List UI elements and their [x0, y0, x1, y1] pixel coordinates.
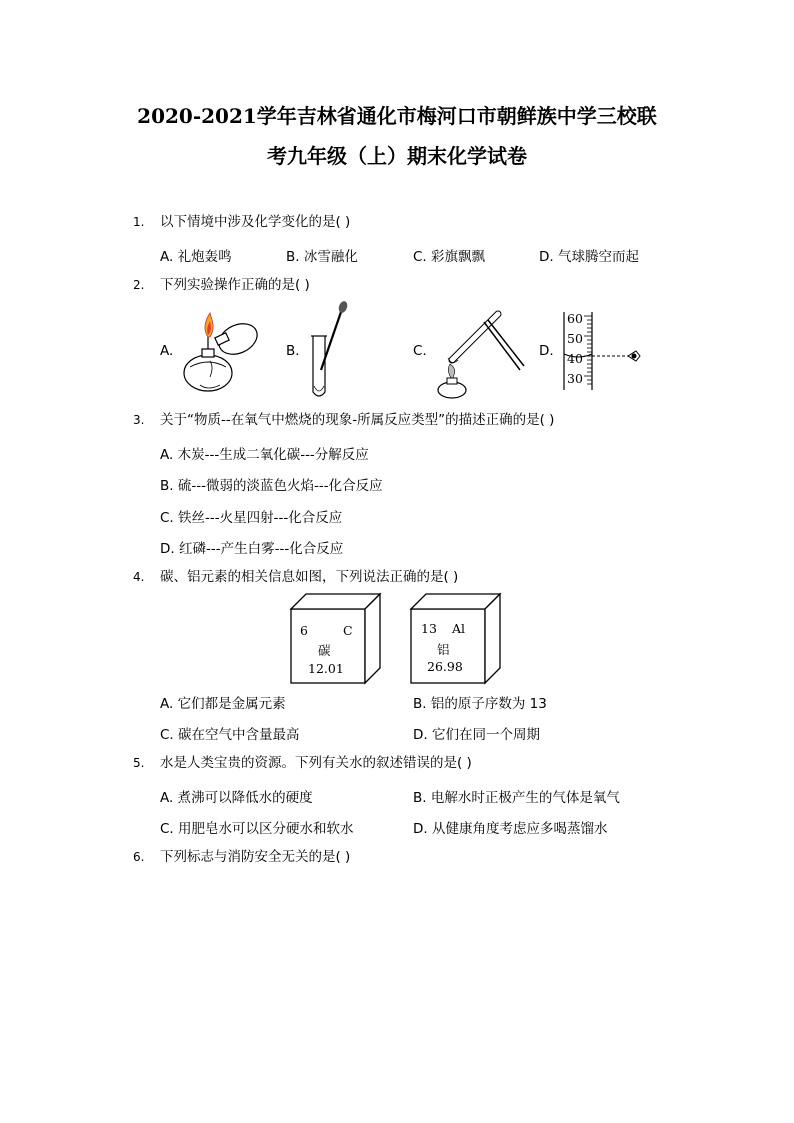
- q2-option-b-label: B.: [286, 343, 300, 359]
- dropper-test-tube-icon: [305, 300, 350, 402]
- alcohol-lamp-lighting-icon: [180, 305, 270, 397]
- question-6-stem: 下列标志与消防安全无关的是( ): [160, 849, 351, 865]
- q3-option-c: C. 铁丝---火星四射---化合反应: [160, 510, 343, 526]
- q5-option-b: B. 电解水时正极产生的气体是氧气: [413, 790, 620, 806]
- q1-option-b: B. 冰雪融化: [286, 249, 358, 265]
- cylinder-tick-40: 40: [567, 351, 583, 366]
- q3-option-a: A. 木炭---生成二氧化碳---分解反应: [160, 447, 369, 463]
- aluminum-symbol: Al: [452, 621, 466, 636]
- carbon-atomic-number: 6: [300, 623, 308, 638]
- q4-option-c: C. 碳在空气中含量最高: [160, 727, 300, 743]
- cylinder-tick-50: 50: [567, 331, 583, 346]
- aluminum-name: 铝: [437, 642, 450, 657]
- exam-title-line2: 考九年级（上）期末化学试卷: [267, 144, 527, 168]
- q5-option-a: A. 煮沸可以降低水的硬度: [160, 790, 313, 806]
- cylinder-tick-60: 60: [567, 311, 583, 326]
- carbon-atomic-mass: 12.01: [308, 661, 344, 676]
- q1-option-a: A. 礼炮轰鸣: [160, 249, 232, 265]
- heating-test-tube-icon: [432, 300, 527, 402]
- question-1-stem: 以下情境中涉及化学变化的是( ): [160, 214, 351, 230]
- question-4-number: 4.: [133, 570, 145, 584]
- carbon-symbol: C: [343, 623, 353, 638]
- q2-option-a-label: A.: [160, 343, 174, 359]
- question-4-stem: 碳、铝元素的相关信息如图，下列说法正确的是( ): [160, 569, 459, 585]
- aluminum-atomic-mass: 26.98: [427, 659, 463, 674]
- q5-option-c: C. 用肥皂水可以区分硬水和软水: [160, 821, 354, 837]
- q2-option-c-label: C.: [413, 343, 427, 359]
- q5-option-d: D. 从健康角度考虑应多喝蒸馏水: [413, 821, 608, 837]
- q1-option-d: D. 气球腾空而起: [539, 249, 639, 265]
- aluminum-atomic-number: 13: [421, 621, 437, 636]
- carbon-name: 碳: [318, 643, 331, 658]
- q4-option-b: B. 铝的原子序数为 13: [413, 696, 547, 712]
- q2-option-d-label: D.: [539, 343, 554, 359]
- q1-option-c: C. 彩旗飘飘: [413, 249, 486, 265]
- q4-option-a: A. 它们都是金属元素: [160, 696, 286, 712]
- q3-option-d: D. 红磷---产生白雾---化合反应: [160, 541, 344, 557]
- question-2-number: 2.: [133, 278, 145, 292]
- cylinder-tick-30: 30: [567, 371, 583, 386]
- question-1-number: 1.: [133, 215, 145, 229]
- question-3-number: 3.: [133, 413, 145, 427]
- q3-option-b: B. 硫---微弱的淡蓝色火焰---化合反应: [160, 478, 383, 494]
- exam-title-line1: 2020-2021学年吉林省通化市梅河口市朝鲜族中学三校联: [137, 104, 657, 128]
- question-5-stem: 水是人类宝贵的资源。下列有关水的叙述错误的是( ): [160, 755, 472, 771]
- question-6-number: 6.: [133, 850, 145, 864]
- q4-option-d: D. 它们在同一个周期: [413, 727, 540, 743]
- question-5-number: 5.: [133, 756, 145, 770]
- question-2-stem: 下列实验操作正确的是( ): [160, 277, 310, 293]
- question-3-stem: 关于“物质--在氧气中燃烧的现象-所属反应类型”的描述正确的是( ): [160, 412, 555, 428]
